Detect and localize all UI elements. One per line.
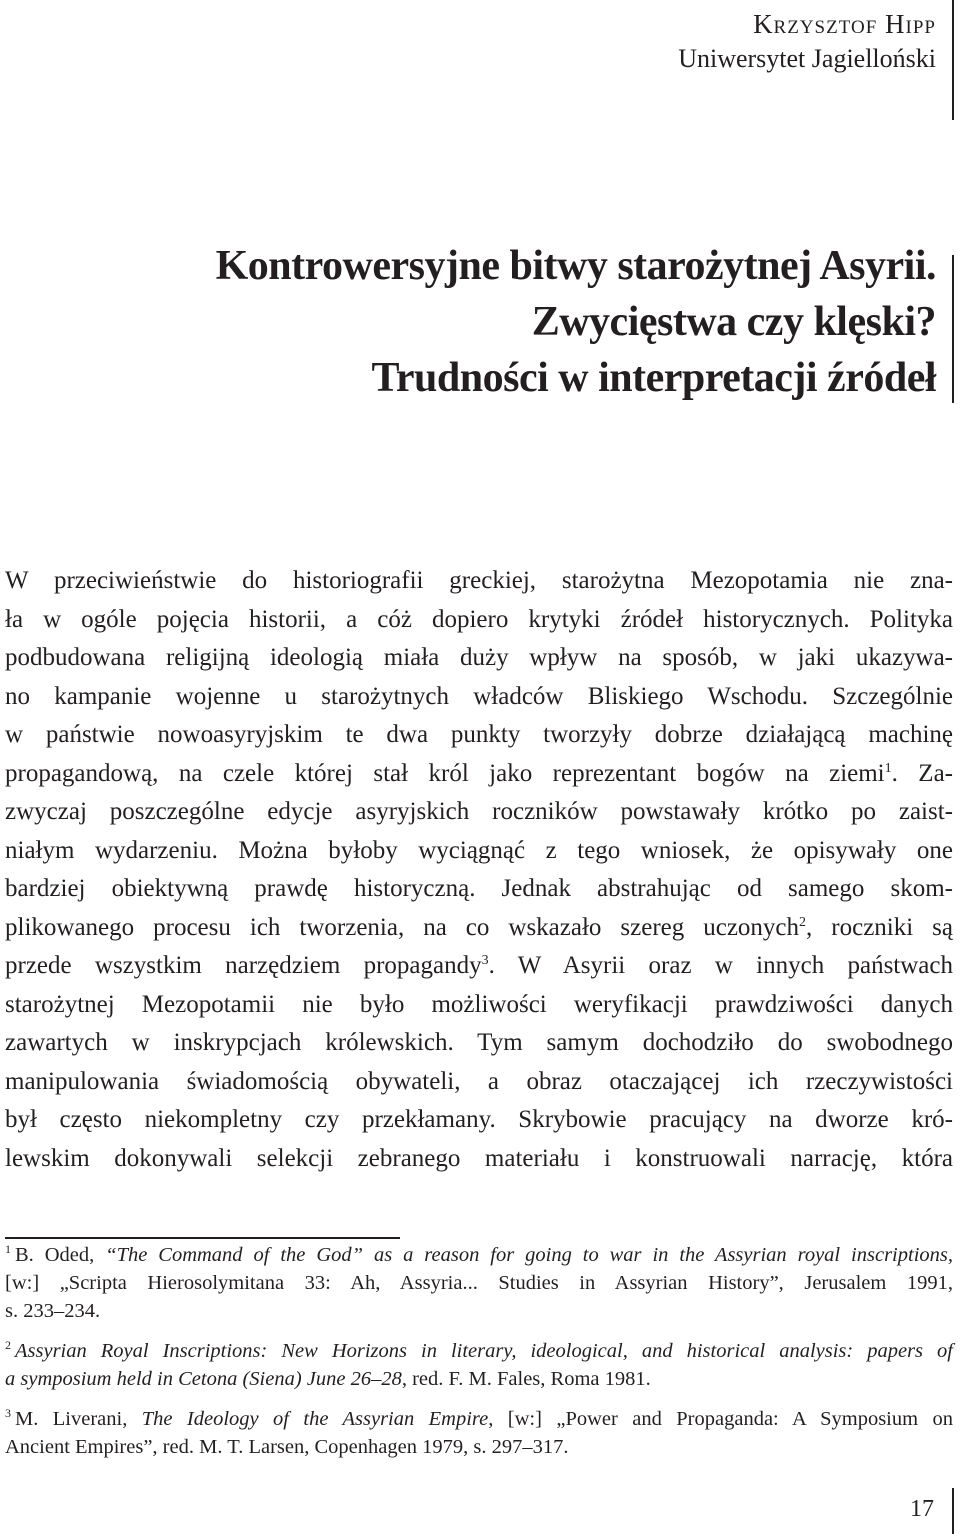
footnote-mark-2[interactable]: 2: [799, 914, 807, 930]
body-line: [5, 755, 953, 794]
footnote-line: s. 233–234.: [5, 1300, 101, 1322]
body-line: bardziej obiektywną prawdę historyczną. Jednak abstrahując od samego skom-: [5, 875, 953, 902]
body-line: niałym wydarzeniu. Można byłoby wyciągnąć z tego wniosek, że opisywały one: [5, 836, 953, 864]
title-line-1: Kontrowersyjne bitwy starożytnej Asyrii.: [215, 243, 936, 289]
body-line: starożytnej Mezopotamii nie było możliwości weryfikacji prawdziwości danych: [5, 990, 953, 1018]
footnote-line: Ancient Empires”, red. M. T. Larsen, Copenhagen 1979, s. 297–317.: [5, 1436, 569, 1458]
footnote-text: , red. F. M. Fales, Roma 1981.: [401, 1368, 651, 1390]
title-vertical-rule: [952, 255, 954, 403]
body-text-segment: plikowanego procesu ich tworzenia, na co wskazało szereg uczonych: [5, 913, 800, 941]
footnote-separator: [5, 1237, 400, 1239]
body-text-segment: . Za-: [891, 759, 953, 787]
body-text-segment: . W Asyrii oraz w innych państwach: [488, 952, 953, 979]
body-line: zawartych w inskrypcjach królewskich. Tym samym dochodziło do swobodnego: [5, 1029, 953, 1056]
author-block: [678, 0, 936, 76]
body-line: [5, 947, 953, 986]
body-text-segment: przede wszystkim narzędziem propagandy: [5, 952, 482, 979]
body-text-segment: , roczniki są: [806, 913, 954, 941]
author-name: Krzysztof Hipp: [753, 9, 936, 39]
body-line: lewskim dokonywali selekcji zebranego materiału i konstruowali narrację, która: [5, 1144, 953, 1172]
body-line: no kampanie wojenne u starożytnych władców Bliskiego Wschodu. Szczególnie: [5, 682, 953, 710]
footnote-italic-title: “The Command of the God” as a reason for going to war in the Assyrian royal inscriptions,: [105, 1244, 953, 1266]
footnote-mark-3[interactable]: 3: [481, 953, 489, 968]
footnote-line: [5, 1405, 953, 1433]
footnote-1: [5, 1241, 953, 1325]
footnote-text: , [w:] „Power and Propaganda: A Symposium on: [488, 1408, 953, 1430]
header-vertical-rule: [952, 0, 954, 120]
footer-vertical-rule: [952, 1488, 954, 1534]
body-line: podbudowana religijną ideologią miała duży wpływ na sposób, w jaki ukazywa-: [5, 644, 953, 671]
footnote-number: 1: [5, 1242, 11, 1256]
body-line: ła w ogóle pojęcia historii, a cóż dopiero krytyki źródeł historycznych. Polityka: [5, 605, 953, 633]
footnote-mark-1[interactable]: 1: [884, 760, 892, 776]
footnote-number: 3: [5, 1406, 11, 1420]
footnote-italic-title: The Ideology of the Assyrian Empire: [141, 1408, 489, 1430]
body-paragraph: [5, 562, 953, 1178]
body-line: manipulowania świadomością obywateli, a obraz otaczającej ich rzeczywistości: [5, 1067, 953, 1095]
body-line: był często niekompletny czy przekłamany. Skrybowie pracujący na dworze kró-: [5, 1106, 953, 1133]
footnote-line: [w:] „Scripta Hierosolymitana 33: Ah, Assyria... Studies in Assyrian History”, Jerusalem 1991,: [5, 1272, 953, 1294]
body-line: W przeciwieństwie do historiografii greckiej, starożytna Mezopotamia nie zna-: [5, 567, 953, 594]
body-line: zwyczaj poszczególne edycje asyryjskich roczników powstawały krótko po zaist-: [5, 798, 953, 825]
page-number: 17: [910, 1496, 934, 1522]
footnote-line: [5, 1241, 953, 1269]
footnote-title-text: The Command of the God” as a reason for going to war in the Assyrian royal inscriptions,: [116, 1244, 953, 1266]
body-line: [5, 909, 953, 948]
author-affiliation: Uniwersytet Jagielloński: [678, 44, 936, 73]
footnote-number: 2: [5, 1338, 11, 1352]
footnote-line: [5, 1337, 953, 1365]
footnote-2: [5, 1337, 953, 1393]
footnote-italic-title: Assyrian Royal Inscriptions: New Horizons in literary, ideological, and historical analysis: papers of: [15, 1340, 953, 1362]
title-line-2: Zwycięstwa czy klęski?: [531, 299, 936, 345]
footnote-text: B. Oded,: [15, 1244, 106, 1266]
body-text-segment: propagandową, na czele której stał król jako reprezentant bogów na ziemi: [5, 759, 885, 787]
footnotes: [5, 1241, 953, 1473]
footnote-text: M. Liverani,: [15, 1408, 142, 1430]
footnote-line: [5, 1365, 953, 1393]
footnote-italic-title: a symposium held in Cetona (Siena) June 26–28: [5, 1368, 402, 1390]
title-line-3: Trudności w interpretacji źródeł: [371, 355, 936, 401]
footnote-3: [5, 1405, 953, 1461]
article-title: [216, 238, 936, 406]
body-line: w państwie nowoasyryjskim te dwa punkty tworzyły dobrze działającą machinę: [5, 721, 953, 748]
